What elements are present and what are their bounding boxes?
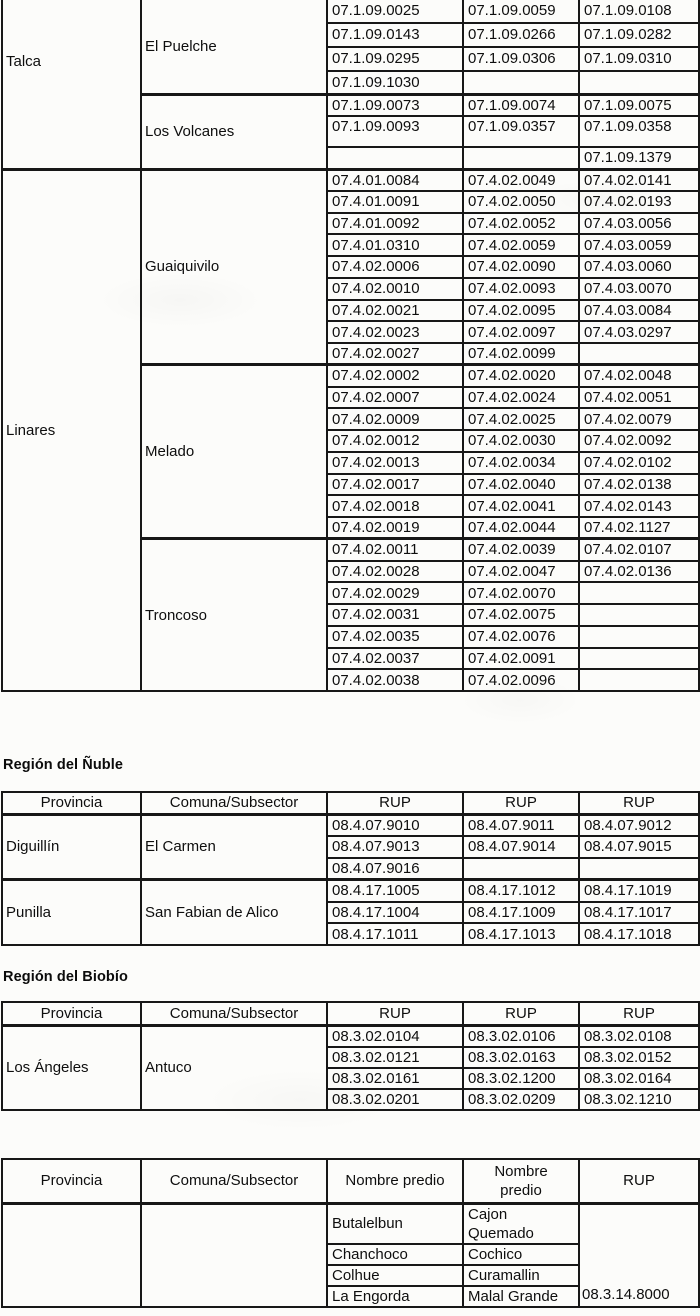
- rup-cell: 07.1.09.1030: [327, 71, 463, 95]
- predio-name-cell: Cajon Quemado: [463, 1203, 579, 1244]
- table-header-row: [2, 1159, 699, 1203]
- rup-cell: 07.1.09.0074: [463, 95, 579, 117]
- rup-cell: 07.1.09.0357: [463, 116, 579, 147]
- rup-cell: 07.4.02.0011: [327, 539, 463, 561]
- rup-cell: [579, 669, 699, 691]
- predio-name-cell: La Engorda: [327, 1286, 463, 1307]
- table-section-predios: [1, 1158, 700, 1308]
- rup-cell: 08.3.02.0108: [579, 1025, 699, 1047]
- rup-cell: [579, 604, 699, 626]
- rup-cell: 08.4.07.9012: [579, 814, 699, 836]
- column-header: Comuna/Subsector: [141, 1159, 327, 1203]
- rup-cell: 08.4.17.1013: [463, 923, 579, 945]
- rup-cell: 07.4.02.0021: [327, 300, 463, 322]
- rup-cell: 07.4.02.0038: [327, 669, 463, 691]
- rup-cell: 08.4.17.1012: [463, 880, 579, 902]
- comuna-cell: San Fabian de Alico: [141, 880, 327, 946]
- rup-cell: 07.4.02.0030: [463, 430, 579, 452]
- comuna-cell: Antuco: [141, 1025, 327, 1110]
- rup-cell: 07.1.09.0310: [579, 47, 699, 71]
- rup-cell: 08.3.02.0152: [579, 1047, 699, 1068]
- rup-cell: 08.4.17.1009: [463, 902, 579, 924]
- provincia-cell: Punilla: [2, 880, 141, 946]
- comuna-cell: [141, 1203, 327, 1307]
- rup-cell: 07.4.01.0091: [327, 191, 463, 213]
- rup-table-nuble: [1, 791, 700, 946]
- rup-cell: 07.4.02.0051: [579, 387, 699, 409]
- rup-cell: 07.4.02.0009: [327, 408, 463, 430]
- rup-cell: [579, 858, 699, 880]
- rup-cell: 07.4.02.0049: [463, 169, 579, 191]
- rup-cell: 08.4.07.9010: [327, 814, 463, 836]
- rup-cell: 07.4.02.0035: [327, 626, 463, 648]
- column-header: RUP: [463, 792, 579, 814]
- rup-cell: 08.3.02.0164: [579, 1068, 699, 1089]
- rup-cell: 08.4.07.9013: [327, 836, 463, 858]
- table-section-maule: [1, 0, 700, 692]
- rup-cell: [463, 71, 579, 95]
- rup-cell: 07.4.02.0096: [463, 669, 579, 691]
- column-header: RUP: [327, 1002, 463, 1025]
- rup-cell: 08.4.07.9011: [463, 814, 579, 836]
- rup-cell: 07.4.02.0136: [579, 561, 699, 583]
- rup-cell: 07.4.02.0010: [327, 278, 463, 300]
- rup-cell: 07.4.02.0034: [463, 452, 579, 474]
- rup-cell: 08.3.02.0209: [463, 1089, 579, 1110]
- column-header: Nombre predio: [463, 1159, 579, 1203]
- rup-cell: 07.4.02.0037: [327, 648, 463, 670]
- heading-region-nuble: Región del Ñuble: [3, 757, 124, 773]
- heading-region-biobio: Región del Biobío: [3, 969, 128, 985]
- rup-cell: 07.4.02.0027: [327, 343, 463, 365]
- column-header: RUP: [579, 792, 699, 814]
- column-header: Comuna/Subsector: [141, 1002, 327, 1025]
- rup-table-maule: [1, 0, 700, 692]
- rup-cell: 07.4.02.0031: [327, 604, 463, 626]
- rup-cell: 07.4.02.0020: [463, 365, 579, 387]
- rup-cell: 07.4.02.0018: [327, 495, 463, 517]
- rup-cell: 07.1.09.0075: [579, 95, 699, 117]
- table-section-nuble: [1, 791, 700, 946]
- rup-cell: 08.3.02.0161: [327, 1068, 463, 1089]
- rup-cell: [463, 858, 579, 880]
- rup-cell: 07.4.03.0297: [579, 321, 699, 343]
- rup-cell: 08.3.02.0106: [463, 1025, 579, 1047]
- rup-cell: 08.3.02.0201: [327, 1089, 463, 1110]
- predio-name-cell: Chanchoco: [327, 1244, 463, 1265]
- rup-cell: 07.4.02.0075: [463, 604, 579, 626]
- column-header: Provincia: [2, 792, 141, 814]
- rup-cell: 07.4.02.0099: [463, 343, 579, 365]
- rup-cell: 07.4.02.0013: [327, 452, 463, 474]
- rup-cell: 07.4.02.0012: [327, 430, 463, 452]
- comuna-cell: Troncoso: [141, 539, 327, 691]
- rup-cell: 07.4.02.0079: [579, 408, 699, 430]
- rup-cell: 07.4.01.0092: [327, 213, 463, 235]
- rup-cell: [579, 626, 699, 648]
- rup-cell: 07.4.03.0059: [579, 234, 699, 256]
- rup-cell: 07.4.01.0084: [327, 169, 463, 191]
- column-header: Provincia: [2, 1159, 141, 1203]
- rup-cell: 07.1.09.0295: [327, 47, 463, 71]
- rup-cell: 07.4.02.0041: [463, 495, 579, 517]
- table-row: [2, 1025, 699, 1047]
- rup-cell: 07.4.02.0059: [463, 234, 579, 256]
- rup-cell: 08.4.07.9015: [579, 836, 699, 858]
- rup-cell: 07.4.03.0056: [579, 213, 699, 235]
- rup-cell: 07.4.03.0084: [579, 300, 699, 322]
- rup-cell: 08.4.17.1011: [327, 923, 463, 945]
- rup-cell: 07.1.09.0358: [579, 116, 699, 147]
- rup-cell: 07.1.09.0143: [327, 23, 463, 47]
- rup-cell: 07.1.09.0306: [463, 47, 579, 71]
- rup-merged-cell: 08.3.14.8000: [579, 1203, 699, 1307]
- rup-cell: 07.4.02.0028: [327, 561, 463, 583]
- provincia-group: [2, 1203, 699, 1307]
- rup-cell: [463, 147, 579, 169]
- table-row: [2, 169, 699, 191]
- rup-cell: 08.4.17.1017: [579, 902, 699, 924]
- provincia-group: [2, 169, 699, 691]
- predio-name-cell: Butalelbun: [327, 1203, 463, 1244]
- rup-cell: 07.4.02.0023: [327, 321, 463, 343]
- table-header-row: [2, 1002, 699, 1025]
- rup-cell: [579, 71, 699, 95]
- rup-cell: 07.1.09.0025: [327, 0, 463, 23]
- rup-cell: 07.4.02.0093: [463, 278, 579, 300]
- rup-cell: 08.3.02.0163: [463, 1047, 579, 1068]
- rup-cell: 08.3.02.1200: [463, 1068, 579, 1089]
- rup-cell: 07.4.02.0070: [463, 582, 579, 604]
- rup-cell: 07.4.02.0039: [463, 539, 579, 561]
- provincia-cell: Diguillín: [2, 814, 141, 880]
- table-row: [2, 814, 699, 836]
- rup-cell: 07.1.09.0073: [327, 95, 463, 117]
- provincia-group: [2, 880, 699, 946]
- predio-name-cell: Colhue: [327, 1265, 463, 1286]
- rup-cell: 08.4.17.1019: [579, 880, 699, 902]
- rup-cell: 07.1.09.0282: [579, 23, 699, 47]
- rup-cell: 07.4.02.0107: [579, 539, 699, 561]
- provincia-cell: Talca: [2, 0, 141, 169]
- column-header: RUP: [579, 1002, 699, 1025]
- rup-cell: [327, 147, 463, 169]
- comuna-cell: Melado: [141, 365, 327, 539]
- rup-cell: 07.4.02.0076: [463, 626, 579, 648]
- rup-cell: 07.4.02.0095: [463, 300, 579, 322]
- comuna-cell: Guaiquivilo: [141, 169, 327, 365]
- predio-name-cell: Cochico: [463, 1244, 579, 1265]
- rup-cell: 08.4.07.9016: [327, 858, 463, 880]
- rup-cell: 07.4.02.0029: [327, 582, 463, 604]
- rup-table-biobio: [1, 1001, 700, 1111]
- predio-name-cell: Curamallin: [463, 1265, 579, 1286]
- rup-cell: 07.4.02.0193: [579, 191, 699, 213]
- rup-cell: 07.4.02.0025: [463, 408, 579, 430]
- rup-cell: 08.3.02.1210: [579, 1089, 699, 1110]
- table-header-row: [2, 792, 699, 814]
- column-header: RUP: [327, 792, 463, 814]
- rup-cell: 07.1.09.0059: [463, 0, 579, 23]
- rup-cell: 07.4.02.0141: [579, 169, 699, 191]
- rup-cell: 07.4.02.0047: [463, 561, 579, 583]
- table-row: [2, 1203, 699, 1244]
- rup-cell: 07.4.02.0090: [463, 256, 579, 278]
- rup-cell: 07.4.02.0050: [463, 191, 579, 213]
- rup-cell: 07.4.02.0102: [579, 452, 699, 474]
- rup-cell: 08.4.07.9014: [463, 836, 579, 858]
- rup-cell: 07.4.02.0044: [463, 517, 579, 539]
- rup-cell: 07.4.02.0048: [579, 365, 699, 387]
- rup-cell: 07.4.02.0097: [463, 321, 579, 343]
- rup-cell: [579, 343, 699, 365]
- predios-table: [1, 1158, 700, 1308]
- provincia-group: [2, 1025, 699, 1110]
- rup-cell: 07.4.02.0006: [327, 256, 463, 278]
- rup-cell: [579, 648, 699, 670]
- provincia-group: [2, 0, 699, 169]
- rup-cell: 07.4.03.0060: [579, 256, 699, 278]
- table-row: [2, 880, 699, 902]
- rup-cell: 08.4.17.1005: [327, 880, 463, 902]
- provincia-cell: Linares: [2, 169, 141, 691]
- column-header: Provincia: [2, 1002, 141, 1025]
- provincia-cell: Los Ángeles: [2, 1025, 141, 1110]
- rup-cell: 07.1.09.0108: [579, 0, 699, 23]
- rup-cell: 07.4.02.0040: [463, 474, 579, 496]
- provincia-cell: [2, 1203, 141, 1307]
- rup-cell: 07.4.02.0002: [327, 365, 463, 387]
- comuna-cell: El Carmen: [141, 814, 327, 880]
- rup-cell: 08.4.17.1018: [579, 923, 699, 945]
- rup-cell: 07.4.03.0070: [579, 278, 699, 300]
- rup-cell: 07.4.02.0007: [327, 387, 463, 409]
- rup-cell: 07.4.02.0091: [463, 648, 579, 670]
- column-header: RUP: [463, 1002, 579, 1025]
- rup-cell: 07.1.09.1379: [579, 147, 699, 169]
- rup-cell: 07.4.02.0024: [463, 387, 579, 409]
- table-row: [2, 0, 699, 23]
- comuna-cell: El Puelche: [141, 0, 327, 95]
- comuna-cell: Los Volcanes: [141, 95, 327, 170]
- table-section-biobio: [1, 1001, 700, 1111]
- column-header: Nombre predio: [327, 1159, 463, 1203]
- column-header: Comuna/Subsector: [141, 792, 327, 814]
- rup-cell: 08.3.02.0104: [327, 1025, 463, 1047]
- rup-cell: 07.4.02.0092: [579, 430, 699, 452]
- rup-cell: 07.4.02.0143: [579, 495, 699, 517]
- predio-name-cell: Malal Grande: [463, 1286, 579, 1307]
- rup-cell: 08.4.17.1004: [327, 902, 463, 924]
- rup-cell: 07.1.09.0093: [327, 116, 463, 147]
- rup-cell: 07.4.02.0019: [327, 517, 463, 539]
- rup-cell: 07.4.02.0052: [463, 213, 579, 235]
- provincia-group: [2, 814, 699, 880]
- rup-cell: 07.4.02.0017: [327, 474, 463, 496]
- rup-cell: 07.4.02.1127: [579, 517, 699, 539]
- rup-cell: 07.4.02.0138: [579, 474, 699, 496]
- rup-cell: 08.3.02.0121: [327, 1047, 463, 1068]
- rup-cell: [579, 582, 699, 604]
- column-header: RUP: [579, 1159, 699, 1203]
- rup-cell: 07.4.01.0310: [327, 234, 463, 256]
- rup-cell: 07.1.09.0266: [463, 23, 579, 47]
